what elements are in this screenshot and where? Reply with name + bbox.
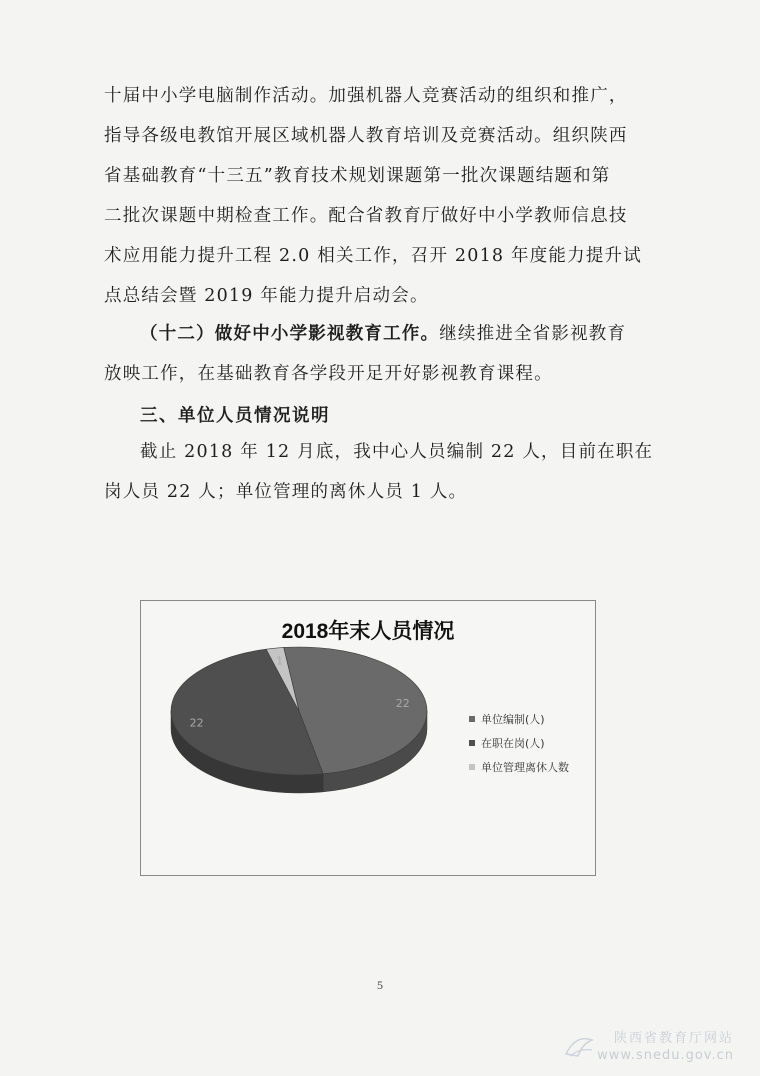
- paragraph-line: 点总结会暨 2019 年能力提升启动会。: [104, 286, 429, 306]
- pie-data-label: 22: [189, 716, 204, 730]
- chart-legend: [469, 707, 569, 779]
- paragraph-line: 指导各级电教馆开展区域机器人教育培训及竞赛活动。组织陕西: [104, 126, 628, 146]
- paragraph-line: 十届中小学电脑制作活动。加强机器人竞赛活动的组织和推广，: [104, 86, 628, 106]
- paragraph-2: [104, 314, 634, 394]
- paragraph-line: 二批次课题中期检查工作。配合省教育厅做好中小学教师信息技: [104, 206, 628, 226]
- paragraph-line: [104, 314, 634, 354]
- pie-data-label: 1: [276, 654, 284, 668]
- watermark-name: 陕西省教育厅网站: [613, 1031, 734, 1046]
- paragraph-3: [104, 432, 654, 512]
- item-text: 继续推进全省影视教育: [439, 324, 627, 344]
- pie-chart: [140, 600, 596, 876]
- chart-title: 2018年末人员情况: [281, 620, 455, 643]
- legend-item: [469, 707, 569, 731]
- legend-item: [469, 731, 569, 755]
- section-title: 三、单位人员情况说明: [140, 406, 330, 426]
- watermark-logo-icon: [562, 1030, 596, 1060]
- item-heading: （十二）做好中小学影视教育工作。: [140, 324, 440, 344]
- paragraph-line: 省基础教育“十三五”教育技术规划课题第一批次课题结题和第: [104, 166, 611, 186]
- legend-swatch: [469, 716, 475, 722]
- legend-swatch: [469, 764, 475, 770]
- paragraph-1: [104, 76, 642, 316]
- legend-item: [469, 755, 569, 779]
- legend-label: 在职在岗(人): [481, 737, 545, 750]
- pie-data-label: 22: [395, 696, 410, 710]
- paragraph-line: 放映工作，在基础教育各学段开足开好影视教育课程。: [104, 364, 553, 384]
- legend-swatch: [469, 740, 475, 746]
- watermark-url: www.snedu.gov.cn: [597, 1048, 734, 1063]
- legend-label: 单位编制(人): [481, 713, 545, 726]
- legend-label: 单位管理离休人数: [481, 761, 569, 774]
- paragraph-line: 岗人员 22 人；单位管理的离休人员 1 人。: [104, 482, 468, 502]
- paragraph-line: 截止 2018 年 12 月底，我中心人员编制 22 人，目前在职在: [140, 442, 654, 462]
- page-number: 5: [377, 978, 383, 992]
- paragraph-line: 术应用能力提升工程 2.0 相关工作，召开 2018 年度能力提升试: [104, 246, 642, 266]
- watermark: [597, 1030, 734, 1064]
